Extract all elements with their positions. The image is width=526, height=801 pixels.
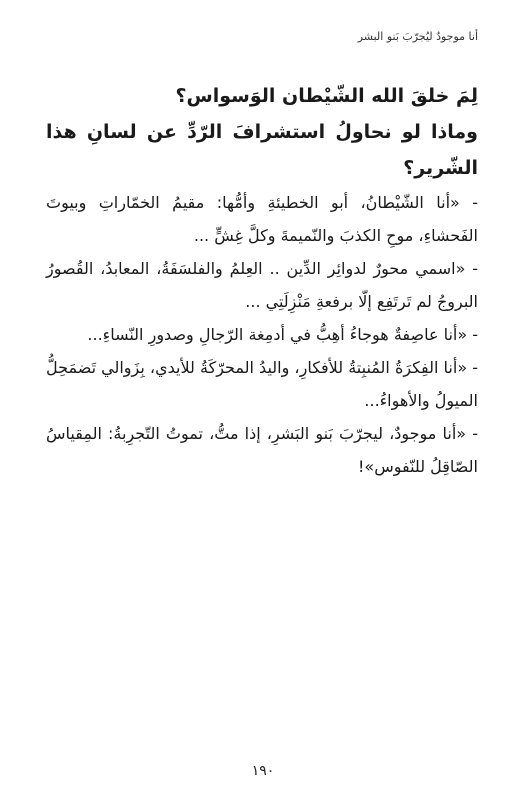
page-number: ١٩٠ <box>251 763 275 779</box>
paragraph-2: - «اسمي محورٌ لدوائِر الدِّين .. العِلمُ والفلسَفَةُ، المعابدُ، القُصورُ البروجُ لم تَرتَفِع إلّا برفعةِ مَنْزِلَتِي ... <box>46 259 478 311</box>
paragraph-5: - «أنا موجودٌ، ليجرّبَ بَنو البَشرِ، إذا متُّ، تموتُ التّجرِبةُ: المِقياسُ الصّاقِلُ للنّفوس»! <box>46 424 478 476</box>
running-header: أنا موجودٌ ليُجرّبَ بَنو البشر <box>357 30 478 43</box>
paragraph-4: - «أنا الفِكرَةُ المُنبِتةُ للأفكارِ، واليدُ المحرّكَةُ للأيدي، بِزَوالي تَضمَحِلُّ الميولُ والأهواءُ... <box>46 358 478 410</box>
heading-line-1: لِمَ خلقَ الله الشّيْطان الوَسواس؟ <box>175 85 478 107</box>
page-body <box>46 78 478 483</box>
paragraph-1: - «أنا الشّيْطانُ، أبو الخطيئةِ وأمُّها: مقيمُ الخمّاراتِ وبيوتَ الفَحشاءِ، موحِ الكذبَ والنّميمةَ وكلَّ غِشٍّ ... <box>46 193 478 245</box>
heading-line-2: وماذا لو نحاولُ استشرافَ الرّدِّ عن لسانِ هذا الشّرير؟ <box>46 121 478 179</box>
paragraph-3: - «أنا عاصِفةٌ هوجاءُ أهِبُّ في أدمِغة الرّجالِ وصدورِ النّساءِ... <box>87 325 478 344</box>
